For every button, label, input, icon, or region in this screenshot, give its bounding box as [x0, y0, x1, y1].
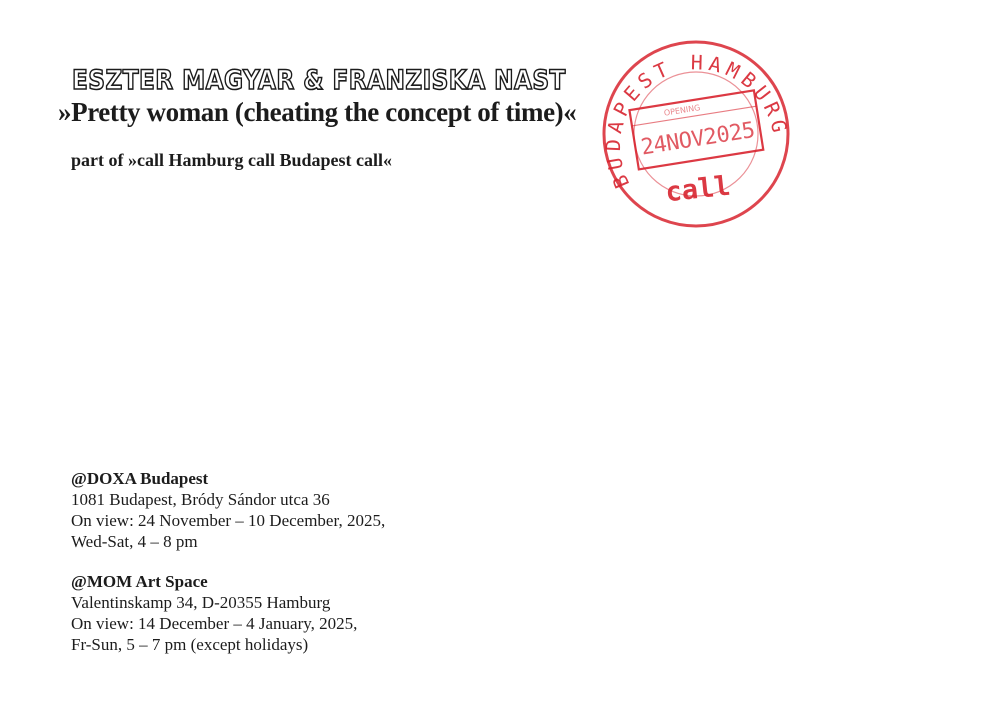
venue-address: 1081 Budapest, Bródy Sándor utca 36: [71, 490, 330, 509]
venue-address: Valentinskamp 34, D-20355 Hamburg: [71, 593, 331, 612]
stamp-small-text: OPENING: [663, 103, 701, 118]
stamp-date: 24NOV2025: [639, 117, 757, 161]
exhibition-title: »Pretty woman (cheating the concept of time)«: [58, 97, 577, 127]
venue-hours: Wed-Sat, 4 – 8 pm: [71, 532, 198, 551]
stamp-ring-text: BUDAPEST HAMBURG: [600, 50, 793, 192]
venue-name: @DOXA Budapest: [71, 469, 209, 488]
venue-hours: Fr-Sun, 5 – 7 pm (except holidays): [71, 635, 309, 654]
postmark-stamp: [592, 34, 798, 232]
series-subtitle: part of »call Hamburg call Budapest call«: [71, 150, 392, 170]
venue-dates: On view: 24 November – 10 December, 2025,: [71, 511, 386, 530]
stamp-call-word: call: [663, 170, 732, 209]
venue-name: @MOM Art Space: [71, 572, 208, 591]
venue-doxa: [71, 468, 385, 552]
venue-dates: On view: 14 December – 4 January, 2025,: [71, 614, 358, 633]
artists-heading: ESZTER MAGYAR & FRANZISKA NAST: [72, 65, 566, 96]
venue-mom: [71, 571, 357, 655]
